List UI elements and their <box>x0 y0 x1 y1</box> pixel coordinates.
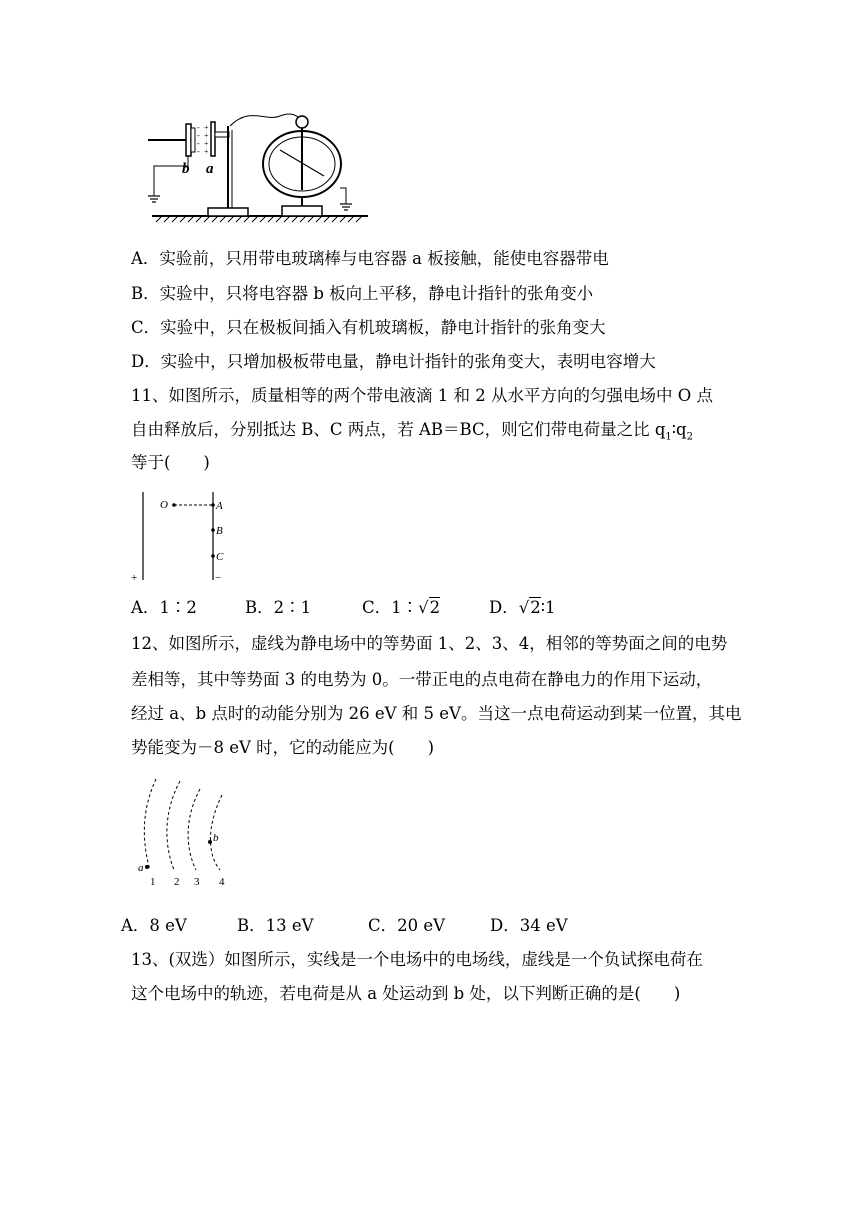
q10-option-d: D．实验中，只增加极板带电量，静电计指针的张角变大，表明电容增大 <box>131 352 656 371</box>
point-o-label: O <box>160 499 168 511</box>
point-c-label: C <box>216 551 224 563</box>
point-a-label: a <box>138 862 144 874</box>
sqrt-symbol: √2 <box>518 598 541 617</box>
surface-4-label: 4 <box>219 876 225 888</box>
point-b-label: b <box>213 832 219 844</box>
q12-line-2: 差相等，其中等势面 3 的电势为 0。一带正电的点电荷在静电力的作用下运动， <box>131 670 713 689</box>
q10-option-c: C．实验中，只在极板间插入有机玻璃板，静电计指针的张角变大 <box>131 318 606 337</box>
q12-option-d: D．34 eV <box>490 916 568 935</box>
q12-option-c: C．20 eV <box>368 916 446 935</box>
svg-text:-: - <box>197 147 200 156</box>
q11-option-c: C．1∶√2 <box>362 598 441 617</box>
point-b-label: B <box>216 525 223 537</box>
q11-option-a: A．1∶2 <box>131 598 197 617</box>
q12-line-1: 12、如图所示，虚线为静电场中的等势面 1、2、3、4，相邻的等势面之间的电势 <box>131 634 728 653</box>
svg-text:+: + <box>204 131 209 140</box>
svg-text:+: + <box>204 147 209 156</box>
point-a-label: A <box>216 500 223 512</box>
surface-2-label: 2 <box>174 876 180 888</box>
plus-plate-label: + <box>131 572 138 584</box>
equipotential-figure <box>130 775 240 890</box>
svg-text:+: + <box>204 139 209 148</box>
droplet-field-figure <box>128 488 238 584</box>
q11-line-1: 11、如图所示，质量相等的两个带电液滴 1 和 2 从水平方向的匀强电场中 O 点 <box>131 386 713 405</box>
q13-line-1: 13、(双选）如图所示，实线是一个电场中的电场线，虚线是一个负试探电荷在 <box>131 950 703 969</box>
svg-text:-: - <box>197 123 200 132</box>
q10-option-a: A．实验前，只用带电玻璃棒与电容器 a 板接触，能使电容器带电 <box>131 249 609 268</box>
q11-option-d: D．√2∶1 <box>489 598 556 617</box>
q13-line-2: 这个电场中的轨迹，若电荷是从 a 处运动到 b 处，以下判断正确的是( ) <box>131 984 681 1003</box>
surface-1-label: 1 <box>150 876 156 888</box>
svg-text:+: + <box>204 123 209 132</box>
surface-3-label: 3 <box>194 876 200 888</box>
q11-line-3: 等于( ) <box>131 453 210 472</box>
capacitor-electrometer-figure <box>140 108 375 226</box>
minus-plate-label: − <box>215 572 222 584</box>
svg-text:-: - <box>197 139 200 148</box>
q12-line-3: 经过 a、b 点时的动能分别为 26 eV 和 5 eV。当这一点电荷运动到某一位置，其电 <box>131 704 742 723</box>
svg-text:-: - <box>197 131 200 140</box>
sqrt-symbol: √2 <box>418 598 441 617</box>
q11-line-2: 自由释放后，分别抵达 B、C 两点，若 AB＝BC，则它们带电荷量之比 $q_1∶q_2$ <box>131 420 693 443</box>
q12-option-a: A．8 eV <box>121 916 187 935</box>
q11-option-b: B．2∶1 <box>245 598 312 617</box>
q10-option-b: B．实验中，只将电容器 b 板向上平移，静电计指针的张角变小 <box>131 284 594 303</box>
q12-option-b: B．13 eV <box>237 916 314 935</box>
plate-b-label: b <box>182 161 190 177</box>
plate-a-label: a <box>206 161 214 177</box>
q12-line-4: 势能变为－8 eV 时，它的动能应为( ) <box>131 738 435 757</box>
